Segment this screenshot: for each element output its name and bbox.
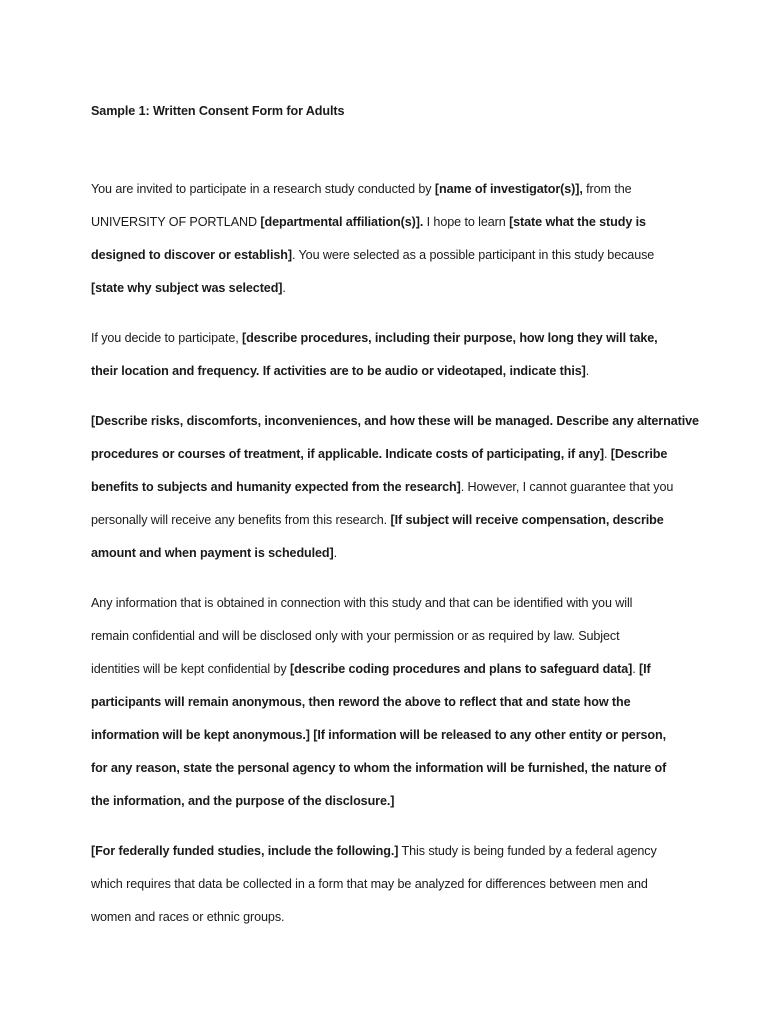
text-line [91, 719, 691, 752]
document-title: Sample 1: Written Consent Form for Adults [91, 104, 345, 118]
bold-text-run: [state what the study is [509, 215, 646, 229]
text-line [91, 835, 691, 868]
text-run: You are invited to participate in a research study conducted by [91, 182, 435, 196]
text-run: . [333, 546, 338, 560]
text-line [91, 901, 691, 934]
paragraph-4 [91, 587, 691, 818]
text-run: personally will receive any benefits from this research. [91, 513, 391, 527]
text-run: . [585, 364, 590, 378]
text-line [91, 785, 691, 818]
bold-text-run: the information, and the purpose of the disclosure.] [91, 794, 395, 808]
text-run: Any information that is obtained in connection with this study and that can be identified with you will [91, 596, 633, 610]
bold-text-run: their location and frequency. If activities are to be audio or videotaped, indicate this] [91, 364, 586, 378]
text-run: identities will be kept confidential by [91, 662, 291, 676]
bold-text-run: [For federally funded studies, include the following.] [91, 844, 399, 858]
text-line [91, 206, 691, 239]
bold-text-run: amount and when payment is scheduled] [91, 546, 334, 560]
text-run: I hope to learn [423, 215, 510, 229]
text-run: . However, I cannot guarantee that you [460, 480, 674, 494]
text-line [91, 587, 691, 620]
text-run: . [632, 662, 640, 676]
bold-text-run: [describe coding procedures and plans to safeguard data] [290, 662, 633, 676]
paragraph-2 [91, 322, 691, 388]
text-line [91, 272, 691, 305]
text-line [91, 868, 691, 901]
text-line [91, 504, 691, 537]
text-run: . You were selected as a possible participant in this study because [291, 248, 655, 262]
text-line [91, 653, 691, 686]
text-line [91, 686, 691, 719]
text-run: women and races or ethnic groups. [91, 910, 285, 924]
bold-text-run: [describe procedures, including their purpose, how long they will take, [242, 331, 658, 345]
paragraph-1 [91, 173, 691, 305]
text-line [91, 239, 691, 272]
text-run: which requires that data be collected in a form that may be analyzed for differences between men and [91, 877, 648, 891]
text-run: UNIVERSITY OF PORTLAND [91, 215, 261, 229]
text-line [91, 620, 691, 653]
bold-text-run: [departmental affiliation(s)]. [260, 215, 424, 229]
text-line [91, 438, 691, 471]
paragraph-5 [91, 835, 691, 934]
bold-text-run: [Describe risks, discomforts, inconveniences, and how these will be managed. Describe any alternative [91, 414, 699, 428]
bold-text-run: [name of investigator(s)], [434, 182, 583, 196]
paragraph-3 [91, 405, 699, 570]
text-run: If you decide to participate, [91, 331, 243, 345]
document-body [91, 100, 699, 934]
text-line [91, 752, 691, 785]
bold-text-run: for any reason, state the personal agency to whom the information will be furnished, the nature of [91, 761, 667, 775]
bold-text-run: [If subject will receive compensation, describe [390, 513, 664, 527]
text-line [91, 471, 691, 504]
text-line [91, 537, 691, 570]
text-run: remain confidential and will be disclosed only with your permission or as required by law. Subject [91, 629, 620, 643]
text-line [91, 355, 691, 388]
bold-text-run: procedures or courses of treatment, if applicable. Indicate costs of participating, if any] [91, 447, 604, 461]
text-run: from the [582, 182, 632, 196]
bold-text-run: [Describe [610, 447, 668, 461]
bold-text-run: information will be kept anonymous.] [If information will be released to any other entity or person, [91, 728, 666, 742]
text-line [91, 322, 691, 355]
text-line [91, 173, 691, 206]
bold-text-run: [state why subject was selected] [91, 281, 283, 295]
text-run: This study is being funded by a federal agency [398, 844, 657, 858]
text-run: . [282, 281, 286, 295]
bold-text-run: designed to discover or establish] [91, 248, 292, 262]
bold-text-run: [If [639, 662, 651, 676]
paragraphs [91, 173, 699, 934]
text-run: . [603, 447, 611, 461]
bold-text-run: benefits to subjects and humanity expected from the research] [91, 480, 461, 494]
text-line [91, 405, 699, 438]
bold-text-run: participants will remain anonymous, then reword the above to reflect that and state how the [91, 695, 631, 709]
